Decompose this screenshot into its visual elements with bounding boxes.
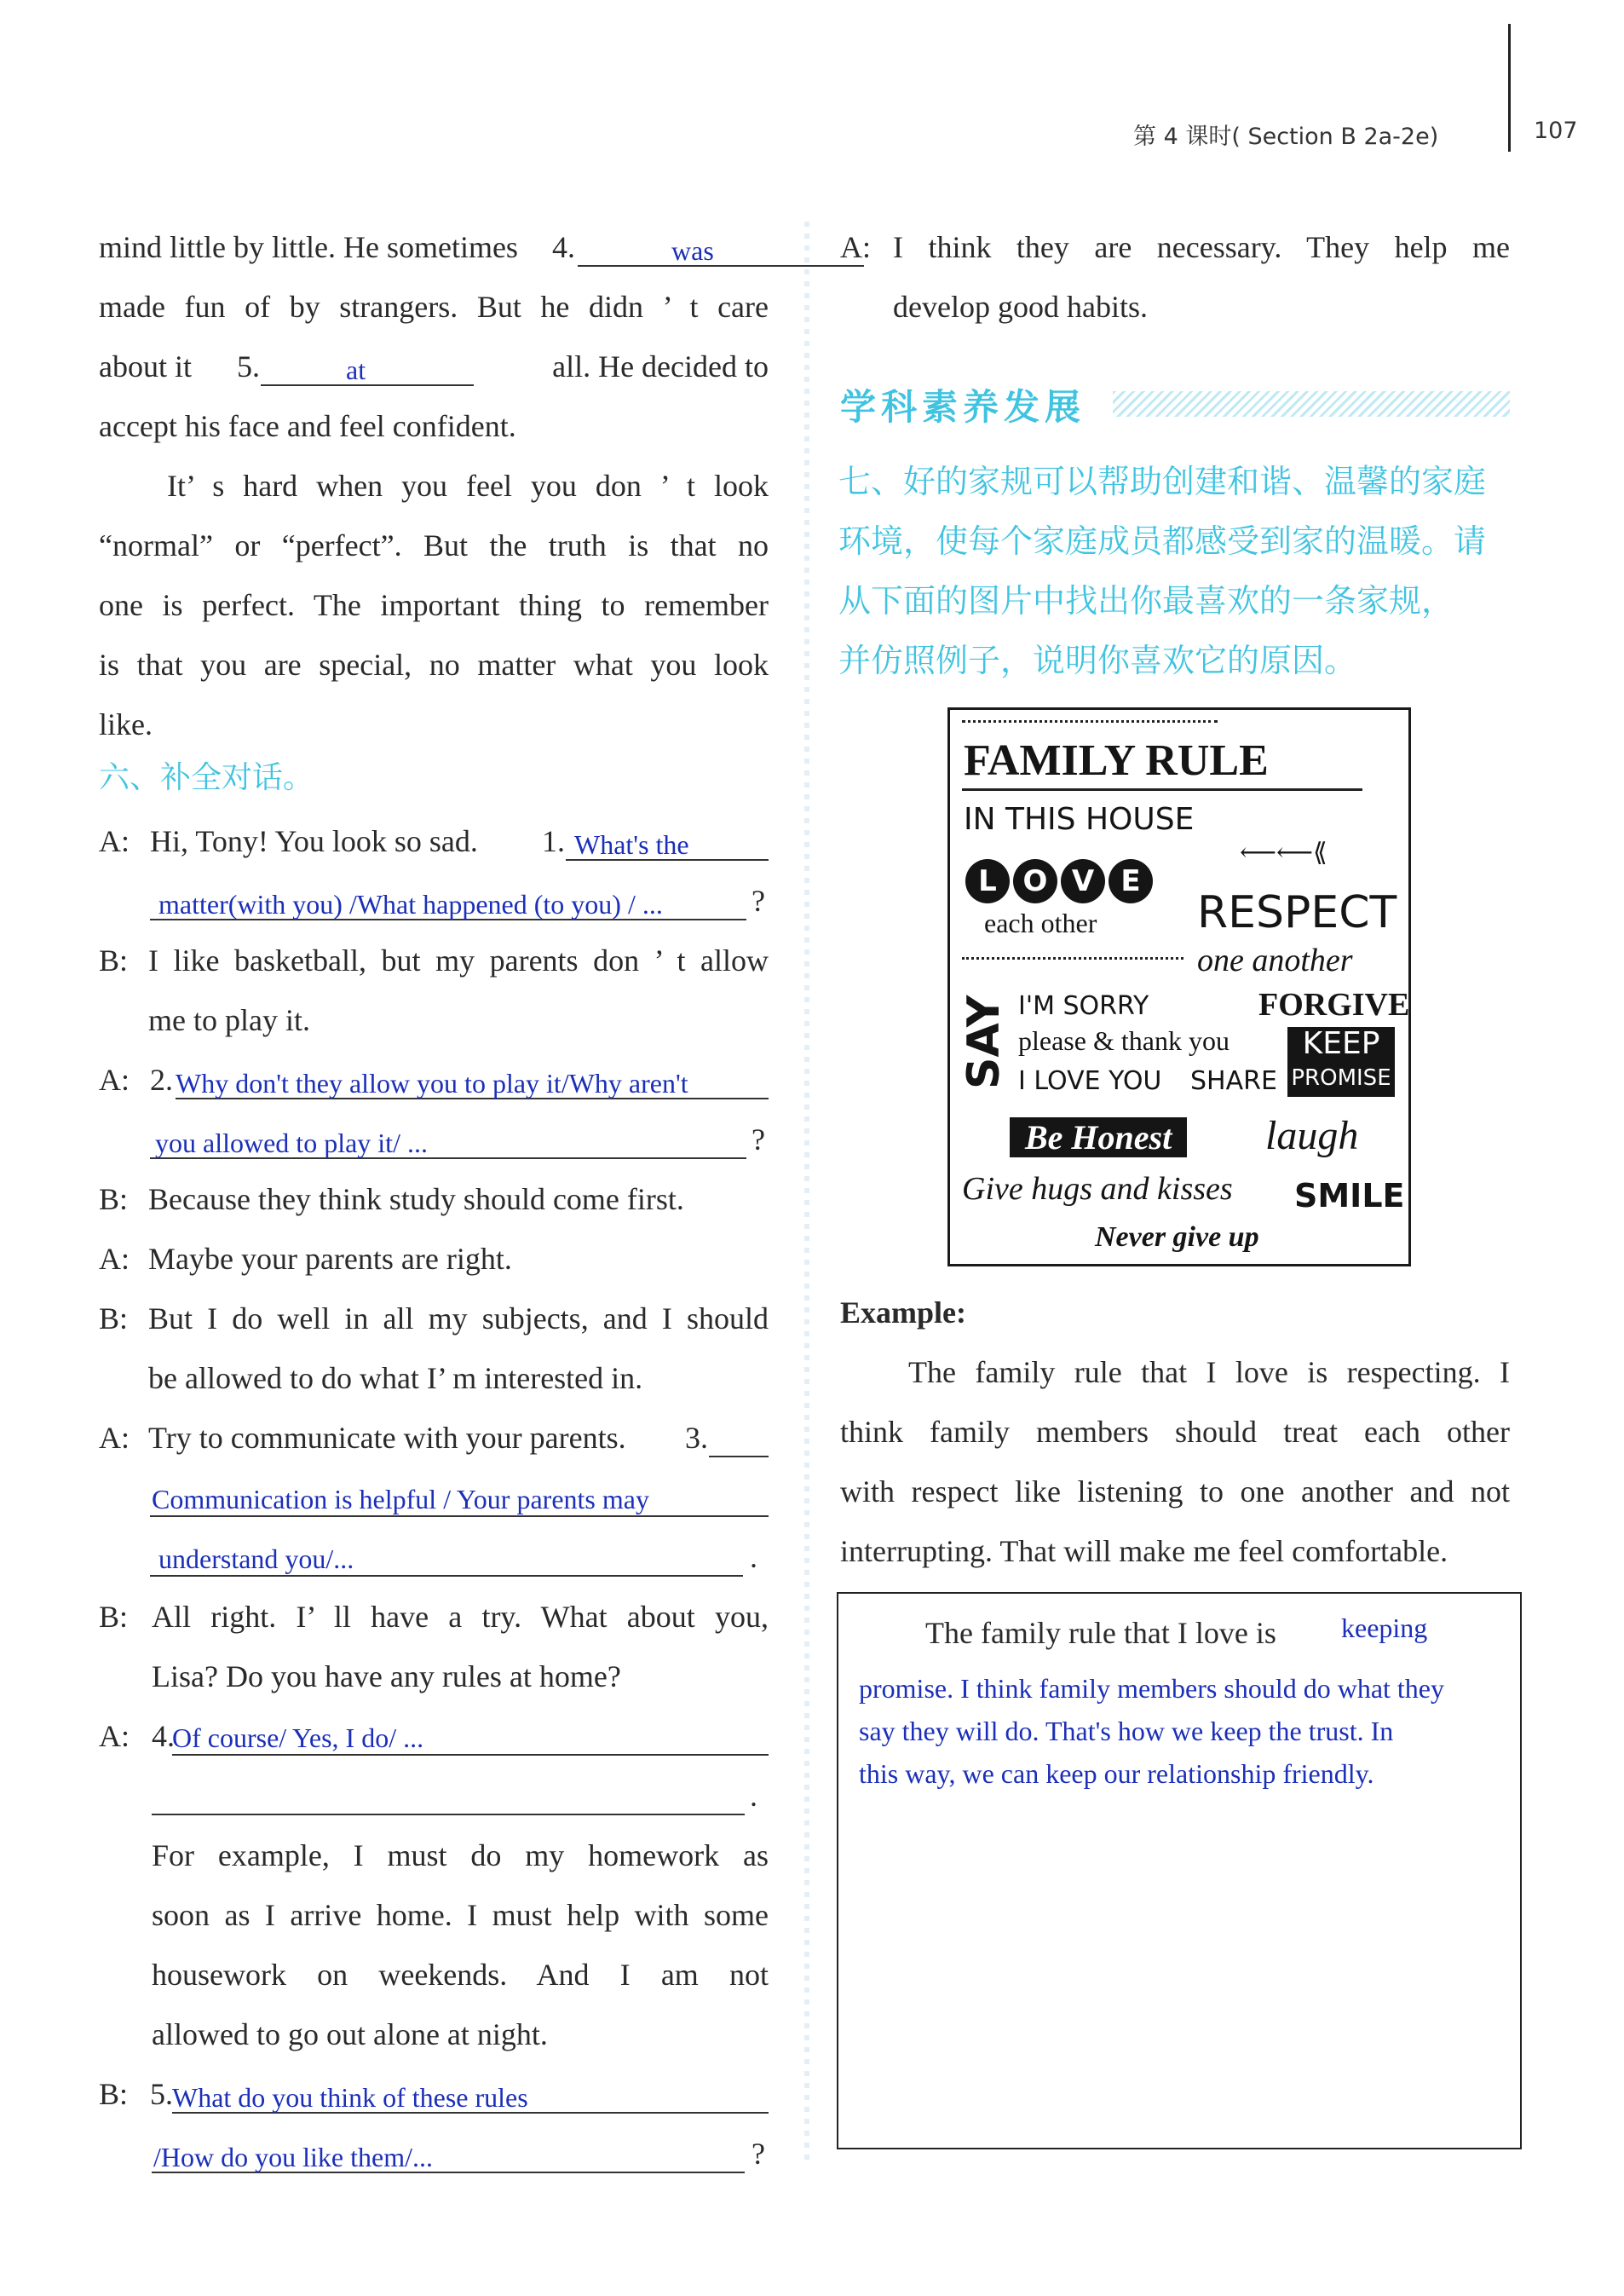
poster-arrow-icon: ⟵⟵⟪ bbox=[1240, 839, 1327, 867]
dialogue-turn: B: I like basketball, but my parents don ’ t allow me to play it. bbox=[99, 943, 769, 1037]
dialogue-turn: B: But I do well in all my subjects, and I should be allowed to do what I’ m interested in. bbox=[99, 1301, 769, 1395]
passage-line: about it 5. at all. He decided to bbox=[99, 337, 769, 396]
banner-stripes bbox=[1113, 391, 1510, 417]
poster-be-honest: Be Honest bbox=[1010, 1117, 1187, 1157]
poster-respect: RESPECT bbox=[1197, 887, 1397, 938]
passage-line: “normal” or “perfect”. But the truth is that no bbox=[99, 528, 769, 562]
blank-number: 4. bbox=[552, 230, 575, 264]
passage bbox=[99, 217, 769, 754]
poster-top-arrow bbox=[962, 720, 1218, 723]
passage-line: mind little by little. He sometimes 4. was bbox=[99, 217, 769, 277]
passage-line: like. bbox=[99, 707, 153, 741]
poster-please-thank: please & thank you bbox=[1018, 1025, 1230, 1056]
passage-line: made fun of by strangers. But he didn ’ t care bbox=[99, 290, 769, 324]
dialogue-turn: A: Maybe your parents are right. bbox=[99, 1242, 512, 1276]
example-section: Example: The family rule that I love is respecting. I think family members should treat each other with respect like listening to one another and not interrupting. That will make me feel comfortable. bbox=[840, 1283, 1510, 1581]
answer-blank-3b[interactable]: Communication is helpful / Your parents may bbox=[150, 1474, 769, 1517]
dialogue-turn: B: All right. I’ ll have a try. What about you, Lisa? Do you have any rules at home? bbox=[99, 1600, 769, 1693]
task-instructions: 七、好的家规可以帮助创建和谐、温馨的家庭 环境，使每个家庭成员都感受到家的温暖。请 从下面的图片中找出你最喜欢的一条家规， 并仿照例子，说明你喜欢它的原因。 bbox=[838, 463, 1487, 679]
poster-i-love-you: I LOVE YOU bbox=[1018, 1066, 1162, 1096]
family-rule-poster bbox=[947, 707, 1411, 1266]
section-banner: 学科素养发展 bbox=[840, 379, 1510, 427]
passage-line: is that you are special, no matter what you look bbox=[99, 648, 769, 682]
dialogue-continued: A: I think they are necessary. They help me develop good habits. bbox=[840, 230, 1510, 324]
dialogue-turn: A: 4. Of course/ Yes, I do/ ... . For example, I must do my homework as soon as I arrive home. I must help with some housework on weekends. And I am not allowed to go out alone at night. bbox=[99, 1706, 769, 2005]
poster-title-underline bbox=[962, 788, 1362, 791]
poster-each-other: each other bbox=[984, 908, 1097, 938]
answer-word: keeping bbox=[1341, 1612, 1428, 1643]
answer-blank-4a[interactable]: Of course/ Yes, I do/ ... bbox=[172, 1715, 769, 1756]
answer-text: promise. I think family members should do what they say they will do. That's how we keep the trust. In this way, we can keep our relationship friendly. bbox=[859, 1673, 1444, 1789]
dialogue-turn: A: 2. Why don't they allow you to play it/Why aren't you allowed to play it/ ... ? bbox=[99, 1050, 769, 1169]
poster-laugh: laugh bbox=[1265, 1113, 1359, 1158]
poster-title: FAMILY RULE bbox=[964, 736, 1269, 785]
lesson-label: 第 4 课时( Section B 2a-2e) bbox=[1133, 124, 1439, 150]
answer-blank-4b[interactable] bbox=[152, 1774, 745, 1815]
header-divider bbox=[1508, 24, 1511, 152]
page-number: 107 bbox=[1534, 118, 1578, 144]
answer-blank-3a[interactable] bbox=[709, 1416, 769, 1457]
poster-say: SAY bbox=[959, 995, 1010, 1089]
dialogue bbox=[99, 811, 769, 2175]
answer-blank-4[interactable]: was bbox=[578, 226, 864, 267]
answer-blank-2a[interactable]: Why don't they allow you to play it/Why aren't bbox=[176, 1059, 769, 1099]
dialogue-turn: A: Try to communicate with your parents. 3. Communication is helpful / Your parents may understand you/... . bbox=[99, 1408, 769, 1587]
answer-prefix: The family rule that I love is bbox=[925, 1616, 1276, 1650]
poster-im-sorry: I'M SORRY bbox=[1018, 991, 1149, 1021]
poster-never-give-up: Never give up bbox=[1095, 1221, 1259, 1253]
poster-love: L O V E bbox=[965, 859, 1153, 903]
blank-number: 5. bbox=[237, 349, 260, 384]
poster-in-this-house: IN THIS HOUSE bbox=[964, 802, 1195, 837]
dialogue-turn: B: 5. What do you think of these rules /How do you like them/... ? bbox=[99, 2064, 769, 2184]
dialogue-turn: A: Hi, Tony! You look so sad. 1. What's the matter(with you) /What happened (to you) / ... ? bbox=[99, 811, 769, 931]
example-label: Example: bbox=[840, 1295, 966, 1330]
answer-blank-5[interactable]: at bbox=[261, 345, 474, 386]
answer-blank-5b[interactable]: /How do you like them/... bbox=[152, 2132, 745, 2173]
answer-blank-1a[interactable]: What's the bbox=[566, 820, 769, 861]
passage-line: accept his face and feel confident. bbox=[99, 409, 516, 443]
section-title-dialogue: 六、补全对话。 bbox=[99, 760, 314, 795]
answer-blank-1b[interactable]: matter(with you) /What happened (to you) / ... bbox=[150, 880, 746, 920]
poster-forgive: FORGIVE bbox=[1258, 987, 1410, 1023]
answer-blank-2b[interactable]: you allowed to play it/ ... bbox=[150, 1118, 746, 1159]
column-divider bbox=[804, 222, 809, 2165]
dialogue-turn: B: Because they think study should come first. bbox=[99, 1182, 684, 1216]
answer-blank-5a[interactable]: What do you think of these rules bbox=[172, 2073, 769, 2114]
poster-smile: SMILE bbox=[1294, 1177, 1405, 1214]
writing-answer-box[interactable] bbox=[837, 1592, 1522, 2149]
passage-line: It’ s hard when you feel you don ’ t look bbox=[167, 469, 769, 503]
passage-line: one is perfect. The important thing to remember bbox=[99, 588, 769, 622]
poster-keep-promise: KEEP PROMISE bbox=[1287, 1027, 1395, 1097]
answer-blank-3c[interactable]: understand you/... bbox=[150, 1534, 743, 1577]
poster-share: SHARE bbox=[1190, 1066, 1277, 1096]
poster-one-another: one another bbox=[1197, 943, 1353, 978]
poster-give-hugs: Give hugs and kisses bbox=[962, 1171, 1233, 1207]
poster-dotted-arrow bbox=[962, 957, 1183, 960]
